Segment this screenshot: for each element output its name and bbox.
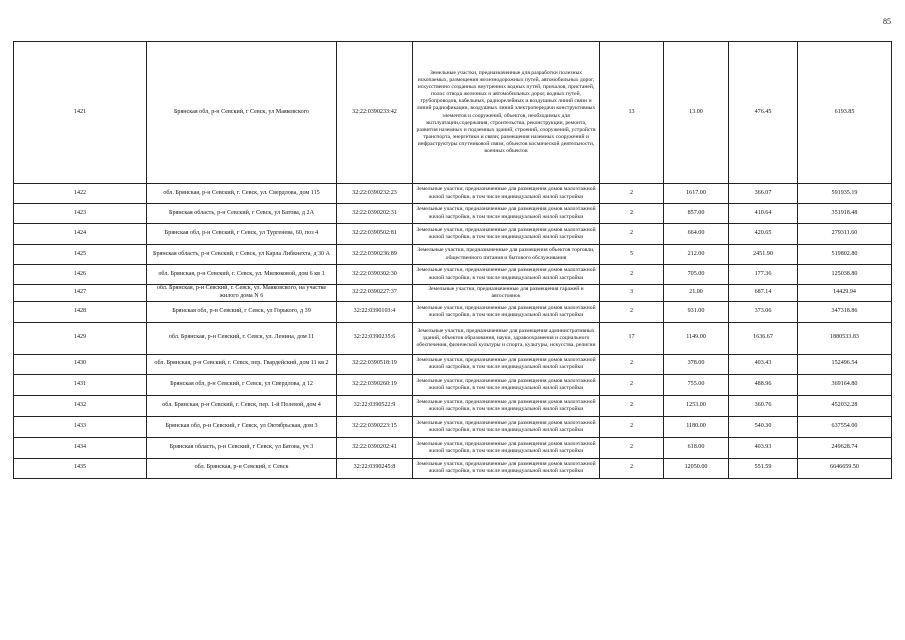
land-use-cell: Земельные участки, предназначенные для размещения домов малоэтажной жилой застройки, в том числе индивидуальной жилой застройки <box>413 395 600 416</box>
cadastral-number-cell: 32:22:0390522:9 <box>337 395 413 416</box>
cadastral-value-cell: 6193.85 <box>798 42 892 184</box>
use-group-cell: 2 <box>600 204 664 224</box>
cadastral-value-cell: 347318.86 <box>798 301 892 322</box>
specific-value-cell: 403.93 <box>729 437 798 458</box>
row-number: 1430 <box>14 354 147 374</box>
cadastral-number-cell: 32:22:0390233:42 <box>337 42 413 184</box>
specific-value-cell: 177.36 <box>729 265 798 285</box>
row-number: 1432 <box>14 395 147 416</box>
cadastral-registry-table <box>13 41 892 479</box>
cadastral-value-cell: 591935.19 <box>798 184 892 204</box>
area-cell: 12050.00 <box>664 458 729 478</box>
land-use-cell: Земельные участки, предназначенные для размещения домов малоэтажной жилой застройки, в том числе индивидуальной жилой застройки <box>413 374 600 395</box>
address-cell: обл. Брянская, р-н Севский, г. Севск, ул. Маяковского, на участке жилого дома N 6 <box>147 285 337 302</box>
row-number: 1422 <box>14 184 147 204</box>
area-cell: 13.00 <box>664 42 729 184</box>
cadastral-value-cell: 125038.80 <box>798 265 892 285</box>
address-cell: Брянская обл, р-н Севский, г Севск, ул Тургенева, 60, поз 4 <box>147 224 337 245</box>
row-number: 1425 <box>14 245 147 265</box>
row-number: 1433 <box>14 416 147 437</box>
row-number: 1427 <box>14 285 147 302</box>
specific-value-cell: 1636.67 <box>729 322 798 354</box>
cadastral-value-cell: 279311.60 <box>798 224 892 245</box>
cadastral-number-cell: 32:22:0390223:15 <box>337 416 413 437</box>
use-group-cell: 2 <box>600 354 664 374</box>
address-cell: обл. Брянская, р-н Севский, г. Севск <box>147 458 337 478</box>
use-group-cell: 2 <box>600 224 664 245</box>
row-number: 1431 <box>14 374 147 395</box>
table-row <box>14 395 892 416</box>
address-cell: Брянская область, р-н Севский, г Севск, ул Карла Либкнехта, д 30 А <box>147 245 337 265</box>
land-use-cell: Земельные участки, предназначенные для размещения домов малоэтажной жилой застройки, в том числе индивидуальной жилой застройки <box>413 416 600 437</box>
area-cell: 755.00 <box>664 374 729 395</box>
use-group-cell: 17 <box>600 322 664 354</box>
land-use-cell: Земельные участки, предназначенные для размещения домов малоэтажной жилой застройки, в том числе индивидуальной жилой застройки <box>413 265 600 285</box>
cadastral-number-cell: 32:22:0390202:41 <box>337 437 413 458</box>
cadastral-value-cell: 1880533.83 <box>798 322 892 354</box>
row-number: 1426 <box>14 265 147 285</box>
area-cell: 378.00 <box>664 354 729 374</box>
land-use-cell: Земельные участки, предназначенные для размещения объектов торговли, общественного питания и бытового обслуживания <box>413 245 600 265</box>
cadastral-number-cell: 32:22:0390302:30 <box>337 265 413 285</box>
cadastral-number-cell: 32:22:0390236:89 <box>337 245 413 265</box>
specific-value-cell: 420.65 <box>729 224 798 245</box>
address-cell: обл. Брянская, р-н Севский, г. Севск, пер. 1-й Полевой, дом 4 <box>147 395 337 416</box>
cadastral-value-cell: 452032.28 <box>798 395 892 416</box>
specific-value-cell: 476.45 <box>729 42 798 184</box>
land-use-cell: Земельные участки, предназначенные для размещения административных зданий, объектов образования, науки, здравоохранения и социального обеспечения, физической культуры и спорта, культуры, искусства, религии <box>413 322 600 354</box>
land-use-cell: Земельные участки, предназначенные для размещения домов малоэтажной жилой застройки, в том числе индивидуальной жилой застройки <box>413 437 600 458</box>
area-cell: 1180.00 <box>664 416 729 437</box>
use-group-cell: 2 <box>600 301 664 322</box>
table-row <box>14 224 892 245</box>
table-row <box>14 374 892 395</box>
row-number: 1428 <box>14 301 147 322</box>
cadastral-value-cell: 637554.00 <box>798 416 892 437</box>
page-number: 85 <box>883 17 891 26</box>
area-cell: 618.00 <box>664 437 729 458</box>
cadastral-number-cell: 32:22:0390227:37 <box>337 285 413 302</box>
row-number: 1434 <box>14 437 147 458</box>
use-group-cell: 2 <box>600 437 664 458</box>
area-cell: 1617.00 <box>664 184 729 204</box>
cadastral-number-cell: 32:22:0390502:81 <box>337 224 413 245</box>
row-number: 1424 <box>14 224 147 245</box>
row-number: 1435 <box>14 458 147 478</box>
cadastral-number-cell: 32:22:0390103:4 <box>337 301 413 322</box>
area-cell: 857.00 <box>664 204 729 224</box>
cadastral-number-cell: 32:22:0390202:31 <box>337 204 413 224</box>
cadastral-value-cell: 351918.48 <box>798 204 892 224</box>
table-row <box>14 285 892 302</box>
cadastral-value-cell: 14429.94 <box>798 285 892 302</box>
address-cell: обл. Брянская, р-н Севский, г. Севск, ул. Свердлова, дом 115 <box>147 184 337 204</box>
address-cell: Брянская область, р-н Севский, г Севск, ул Батова, д 2А <box>147 204 337 224</box>
use-group-cell: 2 <box>600 374 664 395</box>
table-row <box>14 245 892 265</box>
land-use-cell: Земельные участки, предназначенные для разработки полезных ископаемых, размещения железнодорожных путей, автомобильных дорог, искусственно созданных внутренних водных путей, причалов, пристаней, полос отвода железных и автомобильных дорог, водных путей, трубопроводов, кабельных, радиорелейных и воздушных линий связи и линий радиофикации, воздушных линий электропередачи конструктивных элементов и сооружений, объектов, необходимых для эксплуатации,содержания, строительства, реконструкции, ремонта, развития наземных и подземных зданий, строений, сооружений, устройств транспорта, энергетики и связи; размещения наземных сооружений и инфраструктуры спутниковой связи, объектов космической деятельности, военных объектов <box>413 42 600 184</box>
row-number: 1429 <box>14 322 147 354</box>
cadastral-number-cell: 32:22:0390232:23 <box>337 184 413 204</box>
address-cell: обл. Брянская, р-н Севский, г. Севск, ул. Милюковой, дом 6 кв 1 <box>147 265 337 285</box>
specific-value-cell: 540.30 <box>729 416 798 437</box>
use-group-cell: 2 <box>600 395 664 416</box>
specific-value-cell: 488.96 <box>729 374 798 395</box>
specific-value-cell: 366.07 <box>729 184 798 204</box>
use-group-cell: 3 <box>600 285 664 302</box>
area-cell: 931.00 <box>664 301 729 322</box>
table-row <box>14 437 892 458</box>
land-use-cell: Земельные участки, предназначенные для размещения домов малоэтажной жилой застройки, в том числе индивидуальной жилой застройки <box>413 204 600 224</box>
table-row <box>14 184 892 204</box>
cadastral-number-cell: 32:22:0390518:19 <box>337 354 413 374</box>
cadastral-value-cell: 249628.74 <box>798 437 892 458</box>
specific-value-cell: 687.14 <box>729 285 798 302</box>
area-cell: 1149.00 <box>664 322 729 354</box>
address-cell: Брянская область, р-н Севский, г Севск, ул Батова, уч 3 <box>147 437 337 458</box>
specific-value-cell: 551.59 <box>729 458 798 478</box>
address-cell: обл. Брянская, р-н Севский, г. Севск, пер. Гвардейский, дом 11 кв 2 <box>147 354 337 374</box>
area-cell: 664.00 <box>664 224 729 245</box>
land-use-cell: Земельные участки, предназначенные для размещения домов малоэтажной жилой застройки, в том числе индивидуальной жилой застройки <box>413 224 600 245</box>
cadastral-value-cell: 152496.54 <box>798 354 892 374</box>
address-cell: Брянская обл, р-н Севский, г Севск, ул Маяковского <box>147 42 337 184</box>
cadastral-value-cell: 6646659.50 <box>798 458 892 478</box>
use-group-cell: 2 <box>600 416 664 437</box>
specific-value-cell: 360.76 <box>729 395 798 416</box>
row-number: 1423 <box>14 204 147 224</box>
area-cell: 212.00 <box>664 245 729 265</box>
specific-value-cell: 2451.90 <box>729 245 798 265</box>
cadastral-number-cell: 32:22:0390245:8 <box>337 458 413 478</box>
use-group-cell: 13 <box>600 42 664 184</box>
address-cell: Брянская обл, р-н Севский, г Севск, ул Горького, д 39 <box>147 301 337 322</box>
use-group-cell: 5 <box>600 245 664 265</box>
cadastral-value-cell: 519802.80 <box>798 245 892 265</box>
table-row <box>14 301 892 322</box>
address-cell: обл. Брянская, р-н Севский, г. Севск, ул. Ленина, дом 11 <box>147 322 337 354</box>
table-row <box>14 204 892 224</box>
use-group-cell: 2 <box>600 458 664 478</box>
address-cell: Брянская обл, р-н Севский, г Севск, ул Свердлова, д 12 <box>147 374 337 395</box>
cadastral-number-cell: 32:22:0390260:19 <box>337 374 413 395</box>
specific-value-cell: 373.06 <box>729 301 798 322</box>
table-row <box>14 416 892 437</box>
land-use-cell: Земельные участки, предназначенные для размещения домов малоэтажной жилой застройки, в том числе индивидуальной жилой застройки <box>413 184 600 204</box>
address-cell: Брянская обл, р-н Севский, г Севск, ул Октябрьская, дом 3 <box>147 416 337 437</box>
specific-value-cell: 410.64 <box>729 204 798 224</box>
cadastral-value-cell: 369164.80 <box>798 374 892 395</box>
area-cell: 21.00 <box>664 285 729 302</box>
table-row <box>14 265 892 285</box>
use-group-cell: 2 <box>600 265 664 285</box>
table-row <box>14 322 892 354</box>
use-group-cell: 2 <box>600 184 664 204</box>
specific-value-cell: 403.43 <box>729 354 798 374</box>
table-row <box>14 42 892 184</box>
table-body <box>14 42 892 479</box>
table-row <box>14 354 892 374</box>
land-use-cell: Земельные участки, предназначенные для размещения домов малоэтажной жилой застройки, в том числе индивидуальной жилой застройки <box>413 458 600 478</box>
area-cell: 705.00 <box>664 265 729 285</box>
row-number: 1421 <box>14 42 147 184</box>
table-row <box>14 458 892 478</box>
cadastral-number-cell: 32:22:0390235:6 <box>337 322 413 354</box>
area-cell: 1253.00 <box>664 395 729 416</box>
land-use-cell: Земельные участки, предназначенные для размещения домов малоэтажной жилой застройки, в том числе индивидуальной жилой застройки <box>413 354 600 374</box>
land-use-cell: Земельные участки, предназначенные для размещения гаражей и автостоянок <box>413 285 600 302</box>
land-use-cell: Земельные участки, предназначенные для размещения домов малоэтажной жилой застройки, в том числе индивидуальной жилой застройки <box>413 301 600 322</box>
